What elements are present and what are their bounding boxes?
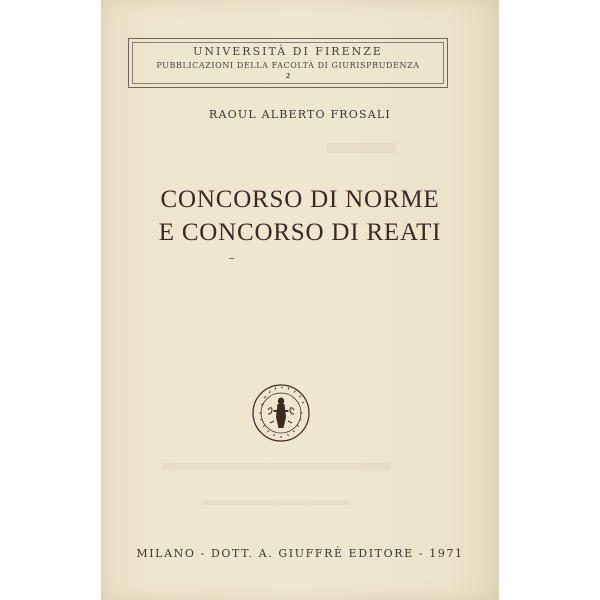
publisher-imprint: MILANO - DOTT. A. GIUFFRÈ EDITORE - 1971 bbox=[136, 547, 464, 560]
book-title-line-2: E CONCORSO DI REATI bbox=[158, 219, 442, 246]
author-name: RAOUL ALBERTO FROSALI bbox=[209, 108, 391, 121]
faculty-series: PUBBLICAZIONI DELLA FACOLTÀ DI GIURISPRUDENZA bbox=[156, 61, 420, 70]
florence-university-seal-icon bbox=[251, 383, 311, 443]
series-frame bbox=[128, 38, 448, 88]
university-name: UNIVERSITÀ DI FIRENZE bbox=[193, 45, 383, 58]
book-title-line-1: CONCORSO DI NORME bbox=[160, 186, 440, 213]
show-through-middle bbox=[161, 463, 391, 470]
book-page bbox=[101, 0, 499, 600]
show-through-lower bbox=[201, 500, 351, 505]
ink-speck bbox=[229, 258, 234, 259]
series-number: 2 bbox=[285, 73, 291, 80]
show-through-top bbox=[326, 143, 396, 153]
